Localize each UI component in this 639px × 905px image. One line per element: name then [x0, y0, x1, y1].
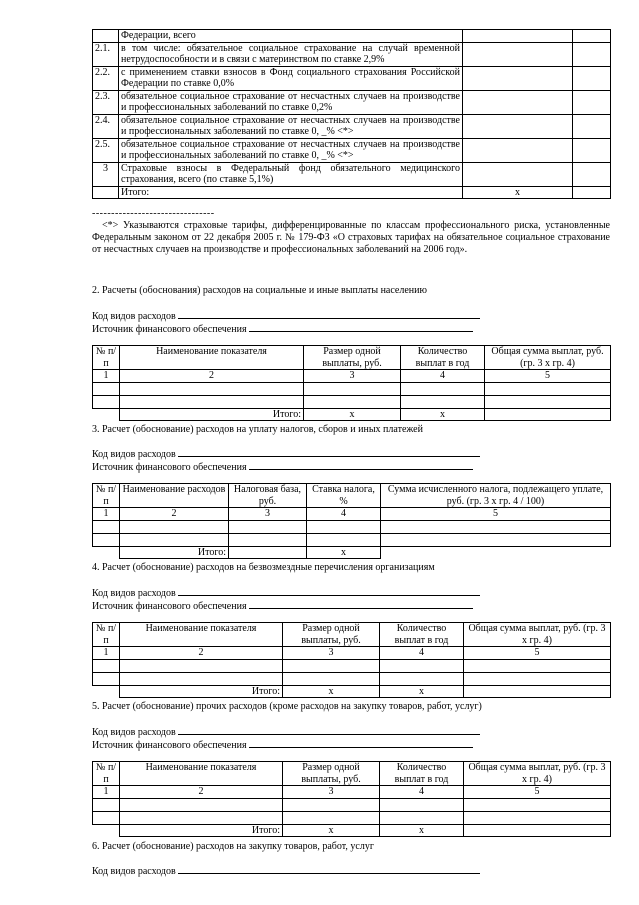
row-number: 2.1.: [93, 42, 119, 66]
expense-code-field[interactable]: Код видов расходов: [92, 586, 480, 600]
table-row[interactable]: [93, 798, 611, 811]
table-row[interactable]: [93, 811, 611, 824]
section-5-table: [92, 761, 611, 837]
table-number-row: 1 2 3 4 5: [93, 508, 611, 521]
table-number-row: 1 2 3 4 5: [93, 786, 611, 799]
row-text: обязательное социальное страхование от несчастных случаев на производстве и профессиональных заболеваний по ставке 0,2%: [119, 90, 463, 114]
row-number: 2.2.: [93, 66, 119, 90]
table-header-row: [93, 623, 611, 647]
funding-source-label: Источник финансового обеспечения: [92, 324, 247, 335]
column-header: Налоговая база, руб.: [229, 484, 307, 508]
row-text: в том числе: обязательное социальное страхование на случай временной нетрудоспособности и в связи с материнством по ставке 2,9%: [119, 42, 463, 66]
expense-code-field[interactable]: Код видов расходов: [92, 864, 480, 878]
total-cell: x: [283, 685, 380, 698]
column-header: Количество выплат в год: [380, 762, 464, 786]
total-label: Итого:: [120, 685, 283, 698]
column-header: Количество выплат в год: [380, 623, 464, 647]
footnote-separator: --------------------------------: [92, 208, 215, 219]
row-number: [93, 30, 119, 43]
section-5-title: 5. Расчет (обоснование) прочих расходов (кроме расходов на закупку товаров, работ, услуг): [92, 701, 482, 712]
insurance-contributions-table: [92, 29, 611, 199]
table-header-row: [93, 484, 611, 508]
total-cell: x: [401, 408, 485, 421]
table-row: [93, 42, 611, 66]
table-total-row: [93, 685, 611, 698]
table-row: [93, 66, 611, 90]
column-header: Размер одной выплаты, руб.: [304, 346, 401, 370]
row-number: 2.3.: [93, 90, 119, 114]
row-number: 2.4.: [93, 114, 119, 138]
column-header: Общая сумма выплат, руб. (гр. 3 x гр. 4): [464, 623, 611, 647]
section-2-title: 2. Расчеты (обоснования) расходов на социальные и иные выплаты населению: [92, 285, 427, 296]
table-row: [93, 162, 611, 186]
table-total-row: [93, 824, 611, 837]
table-number-row: 1 2 3 4 5: [93, 370, 611, 383]
total-cell: x: [283, 824, 380, 837]
funding-source-field[interactable]: Источник финансового обеспечения: [92, 460, 473, 474]
table-header-row: [93, 762, 611, 786]
section-3-title: 3. Расчет (обоснование) расходов на уплату налогов, сборов и иных платежей: [92, 424, 423, 435]
total-cell: x: [380, 685, 464, 698]
column-header: Общая сумма выплат, руб. (гр. 3 x гр. 4): [485, 346, 611, 370]
column-header: Ставка налога, %: [307, 484, 381, 508]
column-header: Наименование расходов: [120, 484, 229, 508]
funding-source-field[interactable]: Источник финансового обеспечения: [92, 738, 473, 752]
table-total-row: [93, 546, 611, 559]
column-header: Сумма исчисленного налога, подлежащего уплате, руб. (гр. 3 x гр. 4 / 100): [381, 484, 611, 508]
row-number: 2.5.: [93, 138, 119, 162]
footnote-text: <*> Указываются страховые тарифы, дифференцированные по классам профессионального риска, установленные Федеральным законом от 22 декабря 2005 г. № 179-ФЗ «О страховых тарифах на обязательное социальное страхование от несчастных случаев на производстве и профессиональных заболеваний на 2006 год».: [92, 220, 610, 255]
column-header: № п/п: [93, 623, 120, 647]
total-cell: x: [380, 824, 464, 837]
row-text: Страховые взносы в Федеральный фонд обязательного медицинского страхования, всего (по ставке 5,1%): [119, 162, 463, 186]
total-cell: x: [463, 186, 573, 199]
column-header: Размер одной выплаты, руб.: [283, 762, 380, 786]
column-header: Наименование показателя: [120, 623, 283, 647]
column-header: № п/п: [93, 484, 120, 508]
table-row[interactable]: [93, 382, 611, 395]
table-total-row: [93, 186, 611, 199]
row-text: с применением ставки взносов в Фонд социального страхования Российской Федерации по ставке 0,0%: [119, 66, 463, 90]
expense-code-label: Код видов расходов: [92, 311, 176, 322]
expense-code-field[interactable]: Код видов расходов: [92, 447, 480, 461]
column-header: Наименование показателя: [120, 762, 283, 786]
table-row: [93, 30, 611, 43]
expense-code-field[interactable]: [92, 309, 480, 323]
row-text: обязательное социальное страхование от несчастных случаев на производстве и профессиональных заболеваний по ставке 0, _% <*>: [119, 114, 463, 138]
table-number-row: 1 2 3 4 5: [93, 647, 611, 660]
section-4-table: [92, 622, 611, 698]
column-header: Общая сумма выплат, руб. (гр. 3 x гр. 4): [464, 762, 611, 786]
funding-source-field[interactable]: Источник финансового обеспечения: [92, 599, 473, 613]
table-row[interactable]: [93, 672, 611, 685]
column-header: Количество выплат в год: [401, 346, 485, 370]
column-header: Наименование показателя: [120, 346, 304, 370]
row-text: Федерации, всего: [119, 30, 463, 43]
table-row: [93, 114, 611, 138]
table-row[interactable]: [93, 395, 611, 408]
section-6-title: 6. Расчет (обоснование) расходов на закупку товаров, работ, услуг: [92, 841, 374, 852]
funding-source-field[interactable]: [92, 322, 473, 336]
table-row[interactable]: [93, 533, 611, 546]
column-header: № п/п: [93, 762, 120, 786]
table-row: [93, 90, 611, 114]
total-label: Итого:: [119, 186, 463, 199]
table-row: [93, 138, 611, 162]
total-label: Итого:: [120, 546, 229, 559]
total-cell: x: [304, 408, 401, 421]
table-header-row: [93, 346, 611, 370]
total-cell: x: [307, 546, 381, 559]
section-3-table: [92, 483, 611, 559]
section-4-title: 4. Расчет (обоснование) расходов на безвозмездные перечисления организациям: [92, 562, 435, 573]
row-number: 3: [93, 162, 119, 186]
column-header: Размер одной выплаты, руб.: [283, 623, 380, 647]
column-header: № п/п: [93, 346, 120, 370]
table-row[interactable]: [93, 659, 611, 672]
total-label: Итого:: [120, 408, 304, 421]
row-text: обязательное социальное страхование от несчастных случаев на производстве и профессиональных заболеваний по ставке 0, _% <*>: [119, 138, 463, 162]
section-2-table: [92, 345, 611, 421]
table-row[interactable]: [93, 520, 611, 533]
expense-code-field[interactable]: Код видов расходов: [92, 725, 480, 739]
table-total-row: [93, 408, 611, 421]
total-label: Итого:: [120, 824, 283, 837]
